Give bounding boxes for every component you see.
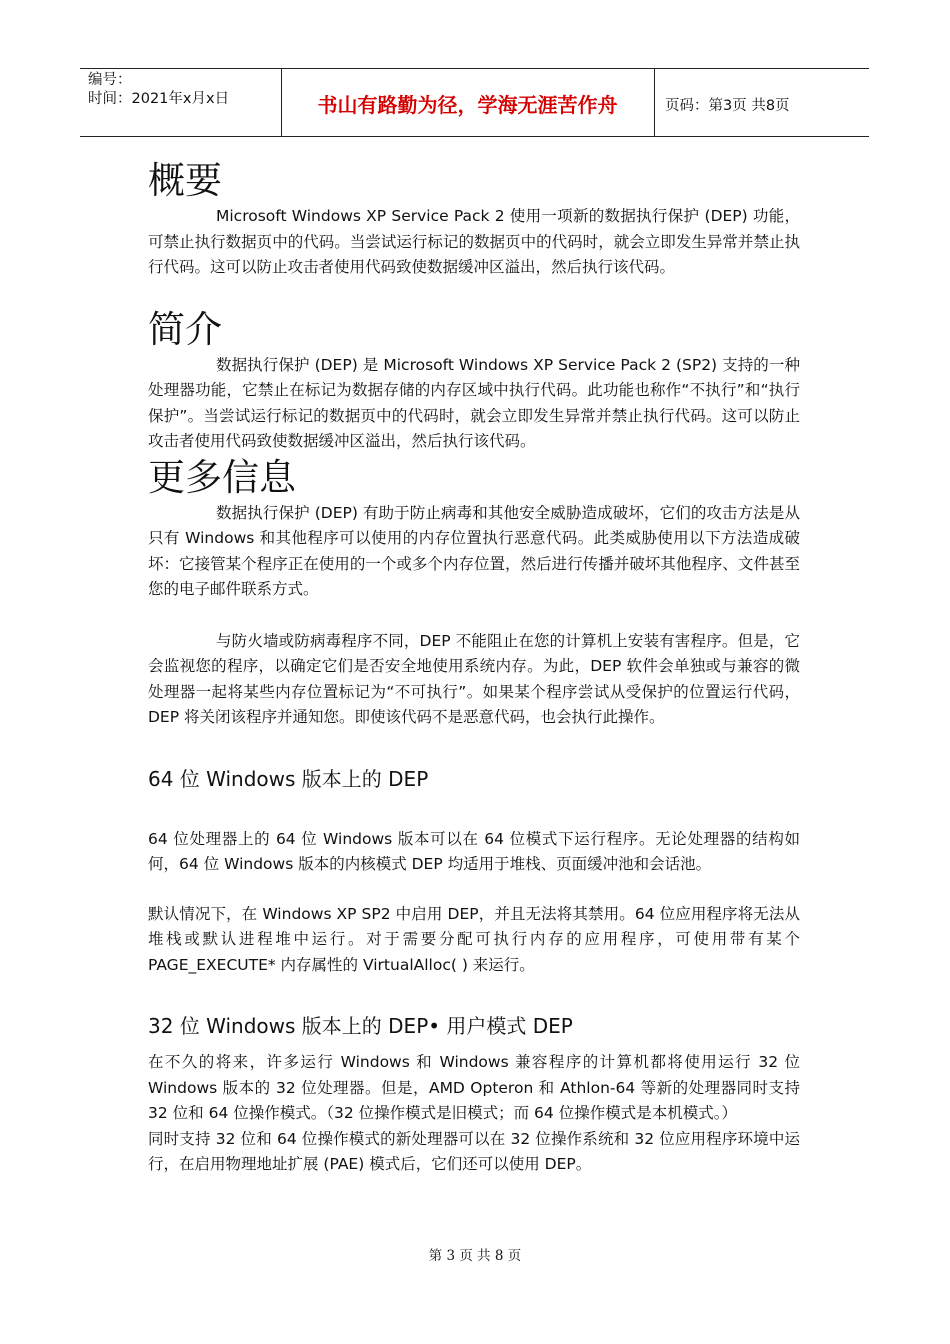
- header-page-label: 页码：第3页 共8页: [665, 98, 790, 114]
- section-title-more-info: 更多信息: [148, 455, 296, 499]
- header-divider: [654, 69, 655, 136]
- document-body: [148, 158, 800, 1178]
- paragraph: 与防火墙或防病毒程序不同，DEP 不能阻止在您的计算机上安装有害程序。但是，它会监视您的程序，以确定它们是否安全地使用系统内存。为此，DEP 软件会单独或与兼容的微处理器一起将某些内存位置标记为“不可执行”。如果某个程序尝试从受保护的位置运行代码，DEP 将关闭该程序并通知您。即使该代码不是恶意代码，也会执行此操作。: [148, 631, 800, 726]
- paragraph: 在不久的将来，许多运行 Windows 和 Windows 兼容程序的计算机都将使用运行 32 位 Windows 版本的 32 位处理器。但是，AMD Opteron 和 Athlon-64 等新的处理器同时支持 32 位和 64 位操作模式。（32 位操作模式是旧模式；而 64 位操作模式是本机模式。）: [148, 1053, 800, 1122]
- paragraph: 默认情况下，在 Windows XP SP2 中启用 DEP，并且无法将其禁用。64 位应用程序将无法从堆栈或默认进程堆中运行。对于需要分配可执行内存的应用程序，可使用带有某个 PAGE_EXECUTE* 内存属性的 VirtualAlloc( ) 来运行。: [148, 904, 800, 974]
- paragraph: Microsoft Windows XP Service Pack 2 使用一项新的数据执行保护 (DEP) 功能，可禁止执行数据页中的代码。当尝试运行标记的数据页中的代码时，就会立即发生异常并禁止执行代码。这可以防止攻击者使用代码致使数据缓冲区溢出，然后执行该代码。: [148, 207, 800, 276]
- section-title-win32: 32 位 Windows 版本上的 DEP• 用户模式 DEP: [148, 1014, 573, 1038]
- page-footer: 第 3 页 共 8 页: [428, 1248, 522, 1264]
- section-title-win64: 64 位 Windows 版本上的 DEP: [148, 766, 429, 791]
- header-left-cell: [88, 71, 229, 109]
- code-label: 编号：: [88, 72, 132, 88]
- section-title-overview: 概要: [148, 159, 222, 202]
- paragraph: 数据执行保护 (DEP) 有助于防止病毒和其他安全威胁造成破坏，它们的攻击方法是从只有 Windows 和其他程序可以使用的内存位置执行恶意代码。此类威胁使用以下方法造成破坏：它接管某个程序正在使用的一个或多个内存位置，然后进行传播并破坏其他程序、文件甚至您的电子邮件联系方式。: [148, 503, 800, 598]
- section-title-intro: 简介: [148, 307, 222, 351]
- paragraph: 64 位处理器上的 64 位 Windows 版本可以在 64 位模式下运行程序。无论处理器的结构如何，64 位 Windows 版本的内核模式 DEP 均适用于堆栈、页面缓冲池和会话池。: [148, 829, 800, 873]
- paragraph: 同时支持 32 位和 64 位操作模式的新处理器可以在 32 位操作系统和 32 位应用程序环境中运行，在启用物理地址扩展 (PAE) 模式后，它们还可以使用 DEP。: [148, 1129, 800, 1173]
- header-table: [80, 68, 869, 137]
- header-motto: 书山有路勤为径，学海无涯苦作舟: [317, 93, 618, 117]
- paragraph: 数据执行保护 (DEP) 是 Microsoft Windows XP Service Pack 2 (SP2) 支持的一种处理器功能，它禁止在标记为数据存储的内存区域中执行代码。此功能也称作“不执行”和“执行保护”。当尝试运行标记的数据页中的代码时，就会立即发生异常并禁止执行代码。这可以防止攻击者使用代码致使数据缓冲区溢出，然后执行该代码。: [148, 355, 800, 450]
- date-label: 时间：2021年x月x日: [88, 91, 230, 107]
